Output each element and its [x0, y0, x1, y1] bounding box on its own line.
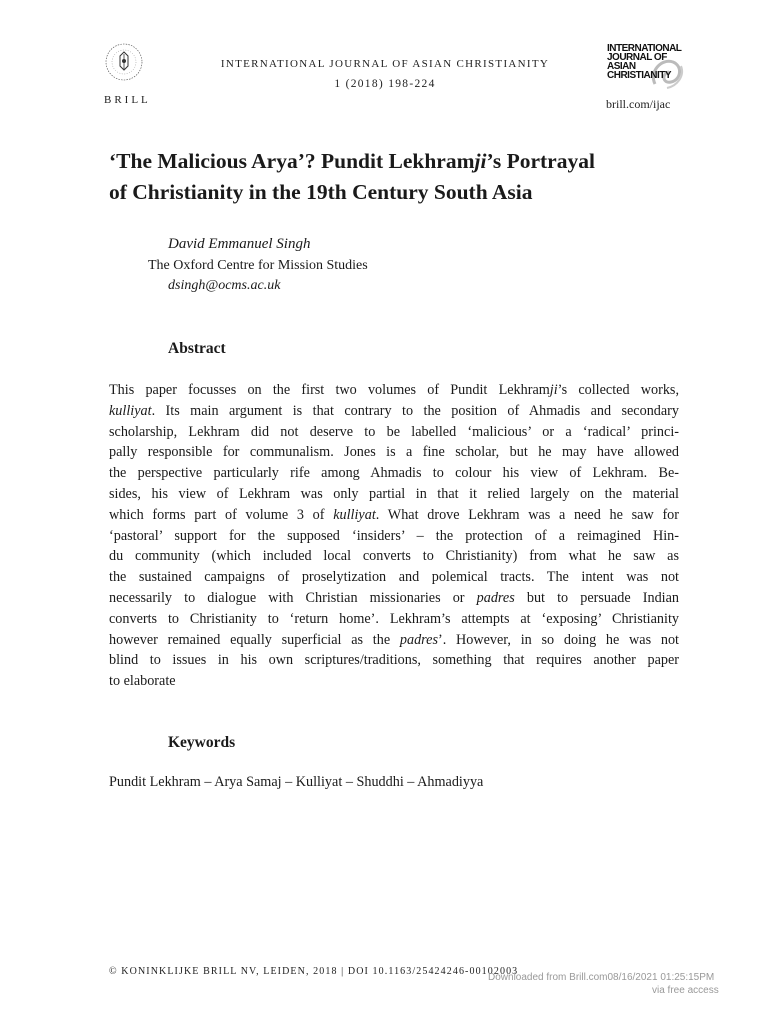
abstract-italic-term: padres	[399, 631, 438, 648]
abstract-text-segment: which forms part of volume 3 of	[109, 506, 334, 523]
abstract-text-segment: ’s collected works,	[557, 382, 679, 398]
abstract-line	[109, 380, 679, 401]
copyright-doi: © KONINKLIJKE BRILL NV, LEIDEN, 2018 | DOI 10.1163/25424246-00102003	[109, 966, 519, 977]
publisher-name: BRILL	[104, 94, 151, 106]
brill-logo	[104, 42, 151, 108]
journal-url-link[interactable]: brill.com/ijac	[606, 97, 671, 111]
abstract-line	[109, 401, 679, 422]
abstract-heading: Abstract	[168, 340, 226, 357]
abstract-text-segment: sides, his view of Lekhram was only partial in that it relied largely on the material	[109, 485, 679, 502]
brill-seal-icon	[104, 42, 144, 82]
abstract-italic-term: padres	[476, 589, 515, 606]
access-stamp: via free access	[652, 985, 719, 996]
author-name: David Emmanuel Singh	[168, 236, 311, 252]
abstract-line	[109, 546, 679, 567]
abstract-text-segment: ’. However, in so doing he was not	[437, 631, 679, 648]
abstract-text-segment: . Its main argument is that contrary to the position of Ahmadis and secondary	[151, 402, 679, 419]
abstract-line	[109, 484, 679, 505]
abstract-text-segment: the perspective particularly rife among Ahmadis to colour his view of Lekhram. Be-	[109, 465, 679, 482]
abstract-line	[109, 609, 679, 630]
abstract-text-segment: This paper focusses on the first two volumes of Pundit Lekhram	[109, 382, 550, 398]
abstract-text-segment: necessarily to dialogue with Christian missionaries or	[109, 589, 477, 606]
title-line-2: of Christianity in the 19th Century South Asia	[109, 180, 533, 204]
abstract-line	[109, 671, 679, 692]
abstract-text-segment: converts to Christianity to ‘return home’. Lekhram’s attempts at ‘exposing’ Christianity	[109, 610, 679, 627]
abstract-line	[109, 567, 679, 588]
abstract-text-segment: pally responsible for communalism. Jones is a fine scholar, but he may have allowed	[109, 444, 679, 461]
abstract-line	[109, 630, 679, 651]
abstract-text-segment: but to persuade Indian	[514, 589, 679, 606]
abstract-text-segment: . What drove Lekhram was a need he saw for	[375, 506, 679, 523]
abstract-line	[109, 526, 679, 547]
journal-header	[190, 54, 580, 94]
abstract-body	[109, 380, 679, 692]
abstract-line	[109, 463, 679, 484]
abstract-text-segment: scholarship, Lekhram did not deserve to be labelled ‘malicious’ or a ‘radical’ princi-	[109, 423, 679, 440]
journal-logo-line-1: INTERNATIONAL	[607, 43, 682, 54]
abstract-line	[109, 442, 679, 463]
abstract-text-segment: blind to issues in his own scriptures/traditions, something that requires another paper	[109, 652, 679, 669]
journal-title: INTERNATIONAL JOURNAL OF ASIAN CHRISTIANITY	[220, 58, 550, 70]
author-affiliation: The Oxford Centre for Mission Studies	[148, 258, 368, 273]
abstract-line	[109, 588, 679, 609]
journal-logo-line-2: JOURNAL OF ASIAN	[607, 52, 667, 72]
abstract-text-segment: du community (which included local converts to Christianity) from what he saw as	[109, 548, 679, 565]
journal-logo	[607, 44, 687, 84]
title-line-1-end: ’s Portrayal	[486, 149, 595, 173]
journal-logo-line-3: CHRISTIANITY	[607, 70, 671, 81]
abstract-line	[109, 650, 679, 671]
abstract-text-segment: the sustained campaigns of proselytization and polemical tracts. The intent was not	[109, 569, 679, 586]
abstract-text-segment: ‘pastoral’ support for the supposed ‘insiders’ – the protection of a reimagined Hin-	[109, 527, 679, 544]
abstract-text-segment: however remained equally superficial as the	[109, 631, 400, 648]
abstract-text-segment: to elaborate	[109, 673, 176, 690]
article-title	[109, 146, 709, 208]
author-email-link[interactable]: dsingh@ocms.ac.uk	[168, 278, 281, 293]
abstract-italic-term: kulliyat	[333, 506, 376, 523]
keywords-heading: Keywords	[168, 734, 236, 751]
abstract-italic-term: ji	[549, 382, 558, 398]
abstract-line	[109, 505, 679, 526]
title-ji: ji	[474, 149, 487, 173]
citation: 1 (2018) 198-224	[334, 78, 436, 90]
download-stamp: Downloaded from Brill.com08/16/2021 01:25:15PM	[488, 972, 715, 983]
abstract-italic-term: kulliyat	[109, 402, 152, 419]
title-line-1-start: ‘The Malicious Arya’? Pundit Lekhram	[109, 149, 475, 173]
abstract-line	[109, 422, 679, 443]
keywords-list: Pundit Lekhram – Arya Samaj – Kulliyat – Shuddhi – Ahmadiyya	[109, 774, 484, 790]
